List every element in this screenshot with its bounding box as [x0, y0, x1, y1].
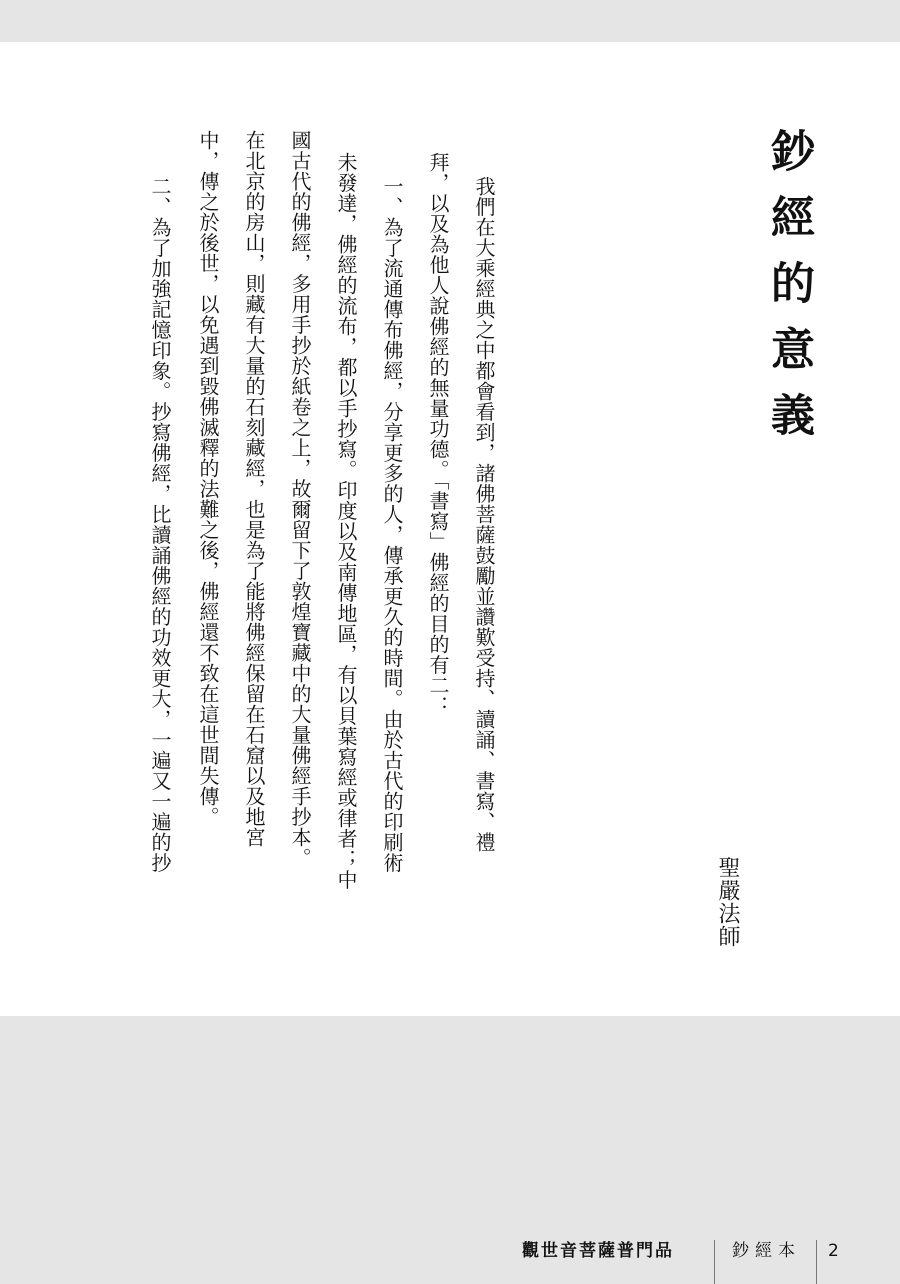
body-column: 拜，以及為他人說佛經的無量功德。「書寫」佛經的目的有二： [426, 152, 450, 716]
body-column: 在北京的房山，則藏有大量的石刻藏經，也是為了能將佛經保留在石窟以及地宮 [242, 130, 266, 848]
body-column: 二、為了加強記憶印象。抄寫佛經，比讀誦佛經的功效更大，一遍又一遍的抄 [148, 176, 172, 873]
page-title: 鈔經的意義 [763, 128, 814, 458]
body-column: 我們在大乘經典之中都會看到，諸佛菩薩鼓勵並讚歎受持、讀誦、書寫、禮 [472, 176, 496, 853]
footer-sutra-name: 觀世音菩薩普門品 [522, 1241, 674, 1261]
body-column: 一、為了流通傳布佛經，分享更多的人，傳承更久的時間。由於古代的印刷術 [380, 176, 404, 873]
author-name: 聖嚴法師 [715, 856, 740, 948]
top-margin-band [0, 0, 900, 42]
footer-book-name: 鈔經本 [732, 1241, 801, 1261]
body-column: 中，傳之於後世，以免遇到毀佛滅釋的法難之後，佛經還不致在這世間失傳。 [196, 130, 220, 827]
body-column: 國古代的佛經，多用手抄於紙卷之上，故爾留下了敦煌寶藏中的大量佛經手抄本。 [288, 130, 312, 868]
body-column: 未發達，佛經的流布，都以手抄寫。印度以及南傳地區，有以貝葉寫經或律者；中 [334, 152, 358, 890]
page-number: 2 [828, 1241, 839, 1261]
footer-divider [714, 1240, 715, 1284]
footer-divider [816, 1240, 817, 1284]
